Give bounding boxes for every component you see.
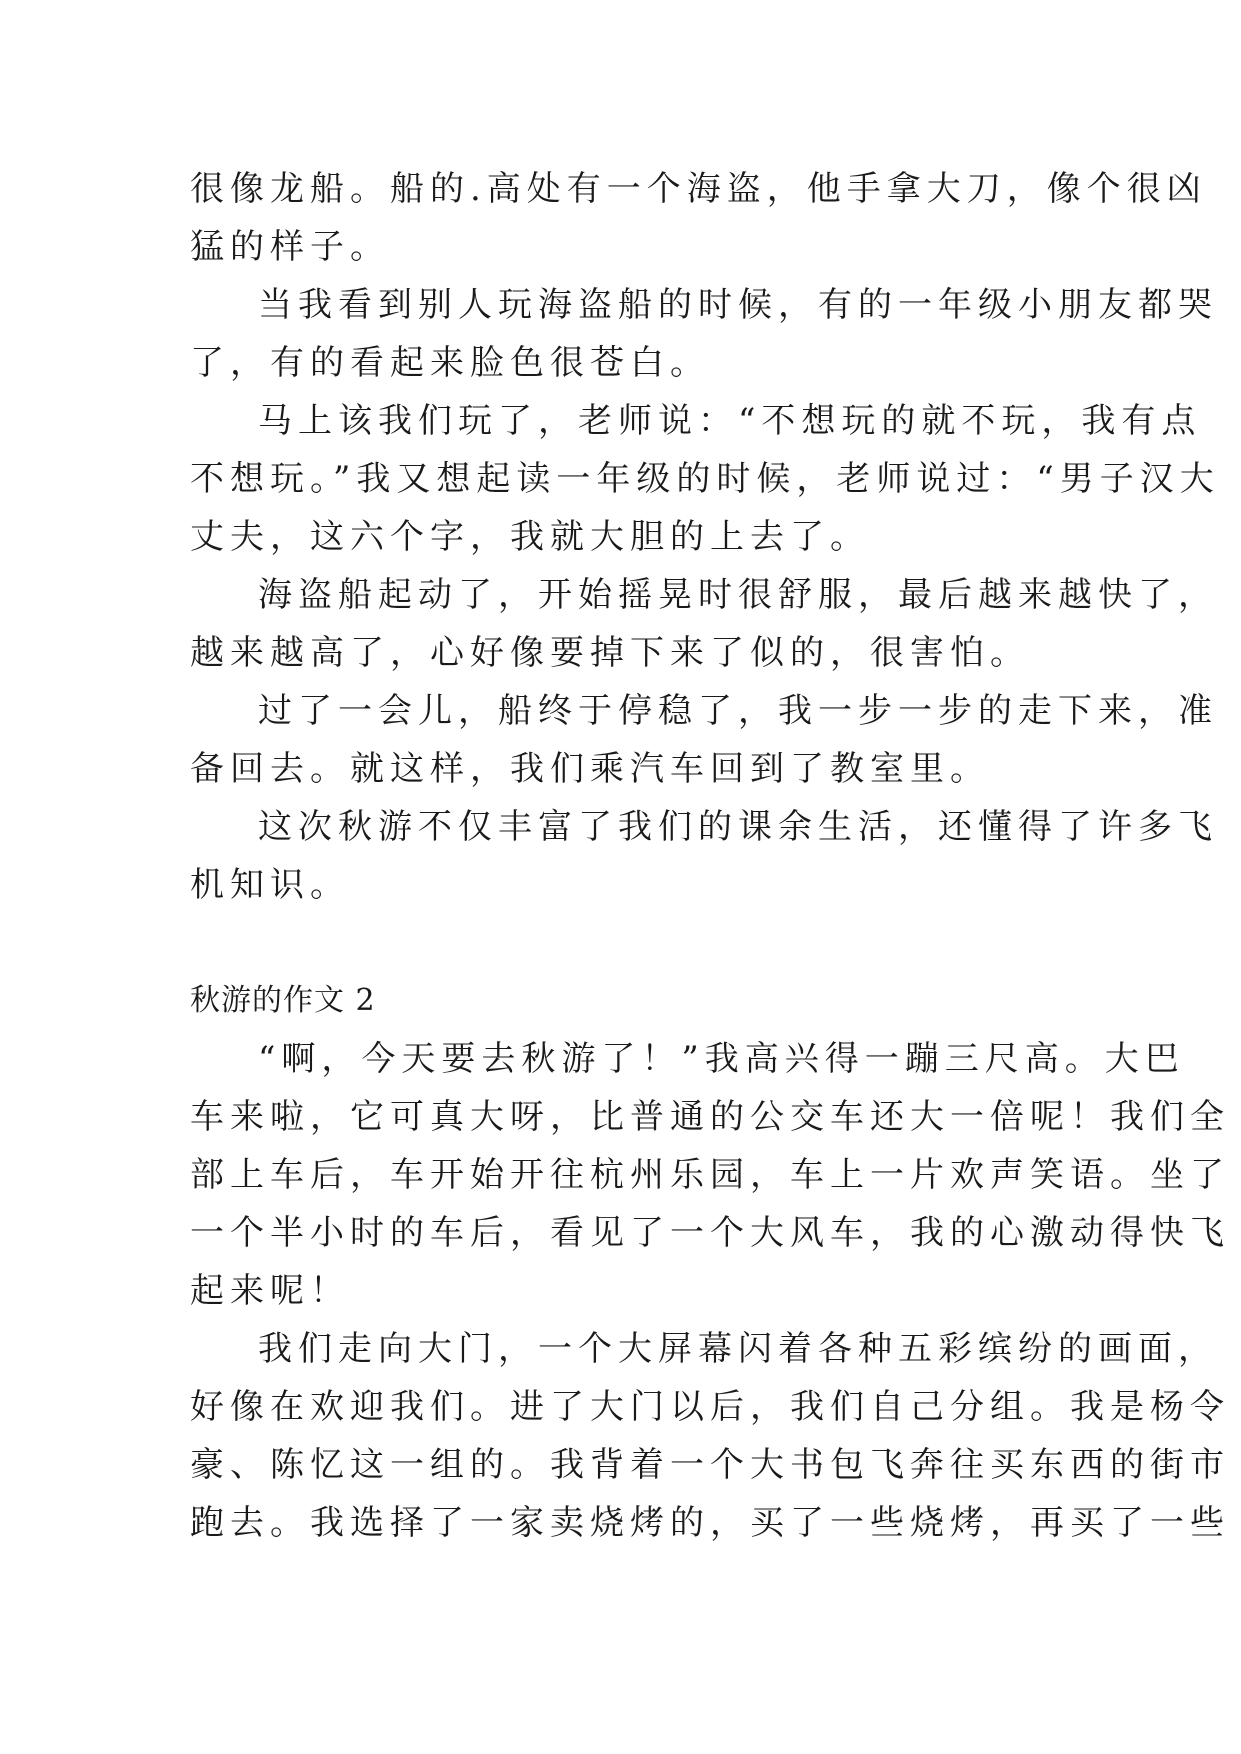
section-gap — [190, 914, 1060, 972]
text-line: 猛的样子。 — [190, 227, 390, 267]
text-line: 很像龙船。船的.高处有一个海盗，他手拿大刀，像个很凶 — [190, 169, 1207, 209]
text-line: 越来越高了，心好像要掉下来了似的，很害怕。 — [190, 633, 1030, 673]
paragraph-line: 当我看到别人玩海盗船的时候，有的一年级小朋友都哭 — [258, 285, 1218, 325]
paragraph-line: “啊，今天要去秋游了！”我高兴得一蹦三尺高。大巴 — [258, 1039, 1185, 1079]
text-line: 车来啦，它可真大呀，比普通的公交车还大一倍呢！我们全 — [190, 1097, 1230, 1137]
paragraph-line: 海盗船起动了，开始摇晃时很舒服，最后越来越快了， — [258, 575, 1218, 615]
text-line: 不想玩。”我又想起读一年级的时候，老师说过：“男子汉大 — [190, 459, 1220, 499]
paragraph-line: 我们走向大门，一个大屏幕闪着各种五彩缤纷的画面， — [258, 1329, 1218, 1369]
text-line: 豪、陈忆这一组的。我背着一个大书包飞奔往买东西的街市 — [190, 1445, 1230, 1485]
text-line: 跑去。我选择了一家卖烧烤的，买了一些烧烤，再买了一些 — [190, 1503, 1230, 1543]
text-line: 一个半小时的车后，看见了一个大风车，我的心激动得快飞 — [190, 1213, 1230, 1253]
paragraph-line: 这次秋游不仅丰富了我们的课余生活，还懂得了许多飞 — [258, 807, 1218, 847]
text-line: 了，有的看起来脸色很苍白。 — [190, 343, 710, 383]
text-line: 机知识。 — [190, 865, 350, 905]
section-title: 秋游的作文 2 — [190, 983, 376, 1018]
text-line: 丈夫，这六个字，我就大胆的上去了。 — [190, 517, 870, 557]
text-line: 部上车后，车开始开往杭州乐园，车上一片欢声笑语。坐了 — [190, 1155, 1230, 1195]
text-line: 起来呢！ — [190, 1271, 350, 1311]
paragraph-line: 过了一会儿，船终于停稳了，我一步一步的走下来，准 — [258, 691, 1218, 731]
paragraph-line: 马上该我们玩了，老师说：“不想玩的就不玩，我有点 — [258, 401, 1202, 441]
text-line: 好像在欢迎我们。进了大门以后，我们自己分组。我是杨令 — [190, 1387, 1230, 1427]
text-line: 备回去。就这样，我们乘汽车回到了教室里。 — [190, 749, 990, 789]
document-body — [190, 160, 1230, 1552]
